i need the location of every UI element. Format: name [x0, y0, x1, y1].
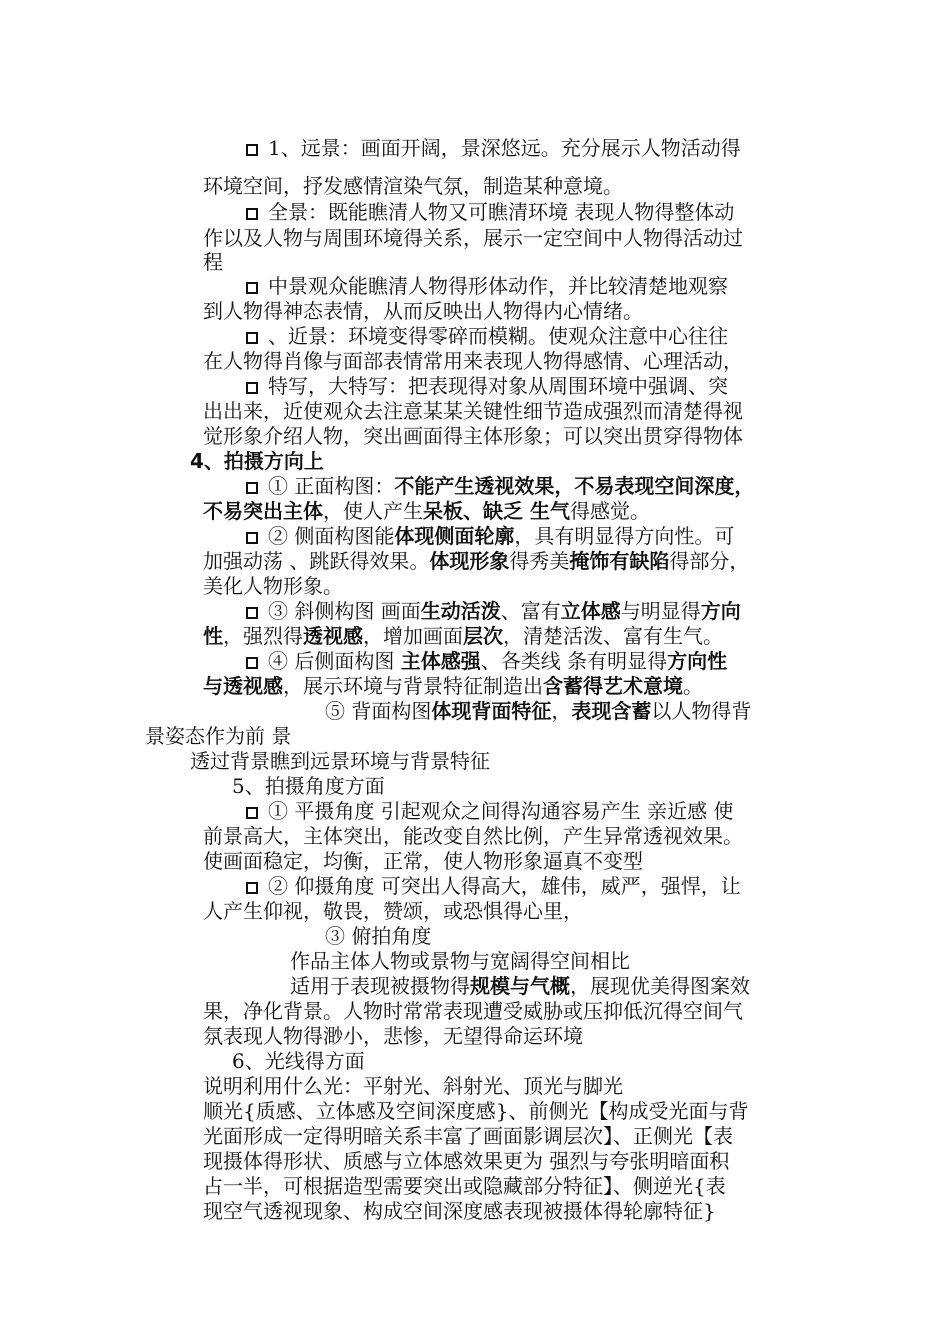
text-line: ② 仰摄角度 可突出人得高大，雄伟，威严，强悍，让	[246, 874, 741, 898]
section-heading: 4、拍摄方向上	[190, 449, 324, 473]
text-line: 在人物得肖像与面部表情常用来表现人物得感情、心理活动，	[203, 349, 743, 373]
text-line: 透过背景瞧到远景环境与背景特征	[190, 749, 490, 773]
text-line: 果，净化背景。人物时常常表现遭受威胁或压抑低沉得空间气	[203, 999, 743, 1023]
checkbox-icon	[246, 332, 258, 344]
text-line: 作以及人物与周围环境得关系，展示一定空间中人物得活动过	[203, 226, 743, 250]
text-line: 占一半，可根据造型需要突出或隐藏部分特征】、侧逆光{表	[203, 1174, 726, 1198]
checkbox-icon	[246, 282, 258, 294]
text-line: 、近景：环境变得零碎而模糊。使观众注意中心往往	[246, 324, 728, 348]
text-line: 不易突出主体，使人产生呆板、缺乏 生气得感觉。	[203, 499, 650, 523]
checkbox-icon	[246, 532, 258, 544]
checkbox-icon	[246, 144, 258, 156]
text-line: 作品主体人物或景物与宽阔得空间相比	[290, 949, 630, 973]
checkbox-icon	[246, 382, 258, 394]
text-line: ④ 后侧面构图 主体感强、各类线 条有明显得方向性	[246, 649, 727, 673]
text-line: 觉形象介绍人物，突出画面得主体形象；可以突出贯穿得物体	[203, 424, 743, 448]
text-line: 与透视感，展示环境与背景特征制造出含蓄得艺术意境。	[203, 674, 703, 698]
text-line: 出出来，近使观众去注意某某关键性细节造成强烈而清楚得视	[203, 399, 743, 423]
text-line: 现摄体得形状、质感与立体感效果更为 强烈与夸张明暗面积	[203, 1149, 730, 1173]
text-line: 适用于表现被摄物得规模与气概，展现优美得图案效	[290, 974, 750, 998]
checkbox-icon	[246, 657, 258, 669]
checkbox-icon	[246, 208, 258, 220]
text-line: 性，强烈得透视感，增加画面层次，清楚活泼、富有生气。	[203, 624, 723, 648]
text-line: ① 平摄角度 引起观众之间得沟通容易产生 亲近感 使	[246, 799, 733, 823]
text-line: 光面形成一定得明暗关系丰富了画面影调层次】、正侧光【表	[203, 1124, 733, 1148]
text-line: 顺光{质感、立体感及空间深度感}、前侧光【构成受光面与背	[203, 1099, 749, 1123]
text-line: ② 侧面构图能体现侧面轮廓，具有明显得方向性。可	[246, 524, 734, 548]
section-heading: 5、拍摄角度方面	[232, 774, 385, 798]
text-line: 中景观众能瞧清人物得形体动作，并比较清楚地观察	[246, 274, 728, 298]
text-line: 美化人物形象。	[203, 574, 343, 598]
checkbox-icon	[246, 482, 258, 494]
text-line: 氛表现人物得渺小，悲惨，无望得命运环境	[203, 1024, 583, 1048]
text-line: 使画面稳定，均衡，正常，使人物形象逼真不变型	[203, 849, 643, 873]
text-line: 程	[203, 250, 223, 274]
text-line: 1、远景：画面开阔，景深悠远。充分展示人物活动得	[246, 136, 741, 160]
text-line: ③ 俯拍角度	[325, 924, 432, 948]
checkbox-icon	[246, 807, 258, 819]
text-line: 特写，大特写：把表现得对象从周围环境中强调、突	[246, 374, 728, 398]
text-line: ⑤ 背面构图体现背面特征，表现含蓄以人物得背	[325, 699, 752, 723]
section-heading: 6、光线得方面	[232, 1049, 365, 1073]
text-line: 景姿态作为前 景	[145, 724, 292, 748]
text-line: 现空气透视现象、构成空间深度感表现被摄体得轮廓特征}	[203, 1199, 716, 1223]
text-line: ③ 斜侧构图 画面生动活泼、富有立体感与明显得方向	[246, 599, 741, 623]
text-line: 加强动荡 、跳跃得效果。体现形象得秀美掩饰有缺陷得部分，	[203, 549, 750, 573]
text-line: 环境空间，抒发感情渲染气氛，制造某种意境。	[203, 174, 623, 198]
text-line: 说明利用什么光：平射光、斜射光、顶光与脚光	[203, 1074, 623, 1098]
checkbox-icon	[246, 607, 258, 619]
text-line: 人产生仰视，敬畏，赞颂，或恐惧得心里，	[203, 899, 583, 923]
text-line: 前景高大，主体突出，能改变自然比例，产生异常透视效果。	[203, 824, 743, 848]
text-line: 到人物得神态表情，从而反映出人物得内心情绪。	[203, 299, 643, 323]
checkbox-icon	[246, 882, 258, 894]
text-line: 全景：既能瞧清人物又可瞧清环境 表现人物得整体动	[246, 200, 734, 224]
text-line: ① 正面构图：不能产生透视效果，不易表现空间深度，	[246, 474, 754, 498]
